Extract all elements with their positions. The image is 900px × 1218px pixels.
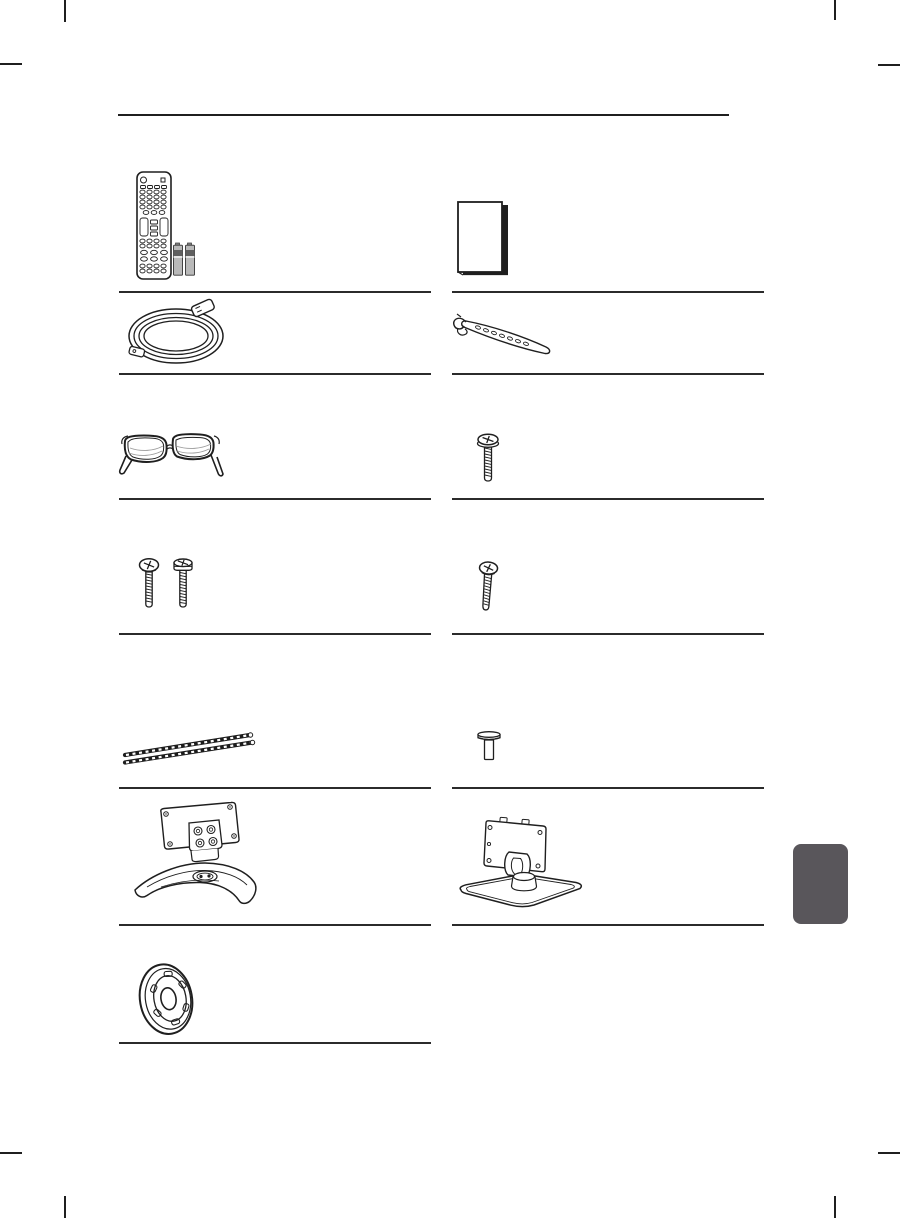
divider-line (119, 1042, 431, 1044)
stand-curved-base (135, 863, 256, 903)
pan-head-screw (174, 558, 192, 607)
crop-mark (878, 64, 900, 66)
long-screw-illustration (474, 432, 504, 488)
battery (174, 243, 183, 275)
shoulder-bolt-illustration (475, 729, 505, 765)
remote-control-illustration (132, 170, 176, 282)
dome-head-screw (140, 559, 159, 607)
stand-rect-base (460, 873, 581, 907)
plug-connector (191, 298, 216, 317)
batteries-illustration (172, 242, 198, 278)
divider-line (452, 291, 764, 293)
divider-line (119, 291, 431, 293)
divider-line (119, 787, 431, 789)
cable-holder-illustration (452, 312, 560, 362)
crop-mark (64, 1196, 66, 1218)
3d-glasses-illustration (116, 426, 228, 484)
crop-mark (0, 1152, 22, 1154)
divider-line (452, 633, 764, 635)
divider-line (119, 924, 431, 926)
glasses-temple (211, 455, 223, 476)
cable-strips-illustration (120, 728, 256, 766)
pedestal-stand-illustration (453, 814, 587, 914)
divider-line (119, 633, 431, 635)
header-rule (118, 114, 729, 116)
divider-line (452, 924, 764, 926)
divider-line (452, 373, 764, 375)
crop-mark (834, 0, 836, 20)
screws-pair-illustration (134, 556, 204, 614)
battery (186, 243, 195, 275)
divider-line (452, 787, 764, 789)
stand-bracket-base-illustration (131, 799, 271, 921)
divider-line (119, 498, 431, 500)
divider-line (452, 498, 764, 500)
swivel-ring-illustration (137, 959, 201, 1039)
crop-mark (0, 63, 22, 65)
crop-mark (834, 1196, 836, 1218)
taper-screw-illustration (474, 560, 502, 618)
owners-manual-illustration (454, 198, 514, 282)
power-cable-illustration (126, 298, 230, 368)
crop-mark (878, 1152, 900, 1154)
crop-mark (64, 0, 66, 22)
divider-line (119, 373, 431, 375)
stand-mount-plate (161, 802, 239, 861)
chapter-tab (793, 844, 848, 924)
appliance-connector (129, 346, 145, 357)
